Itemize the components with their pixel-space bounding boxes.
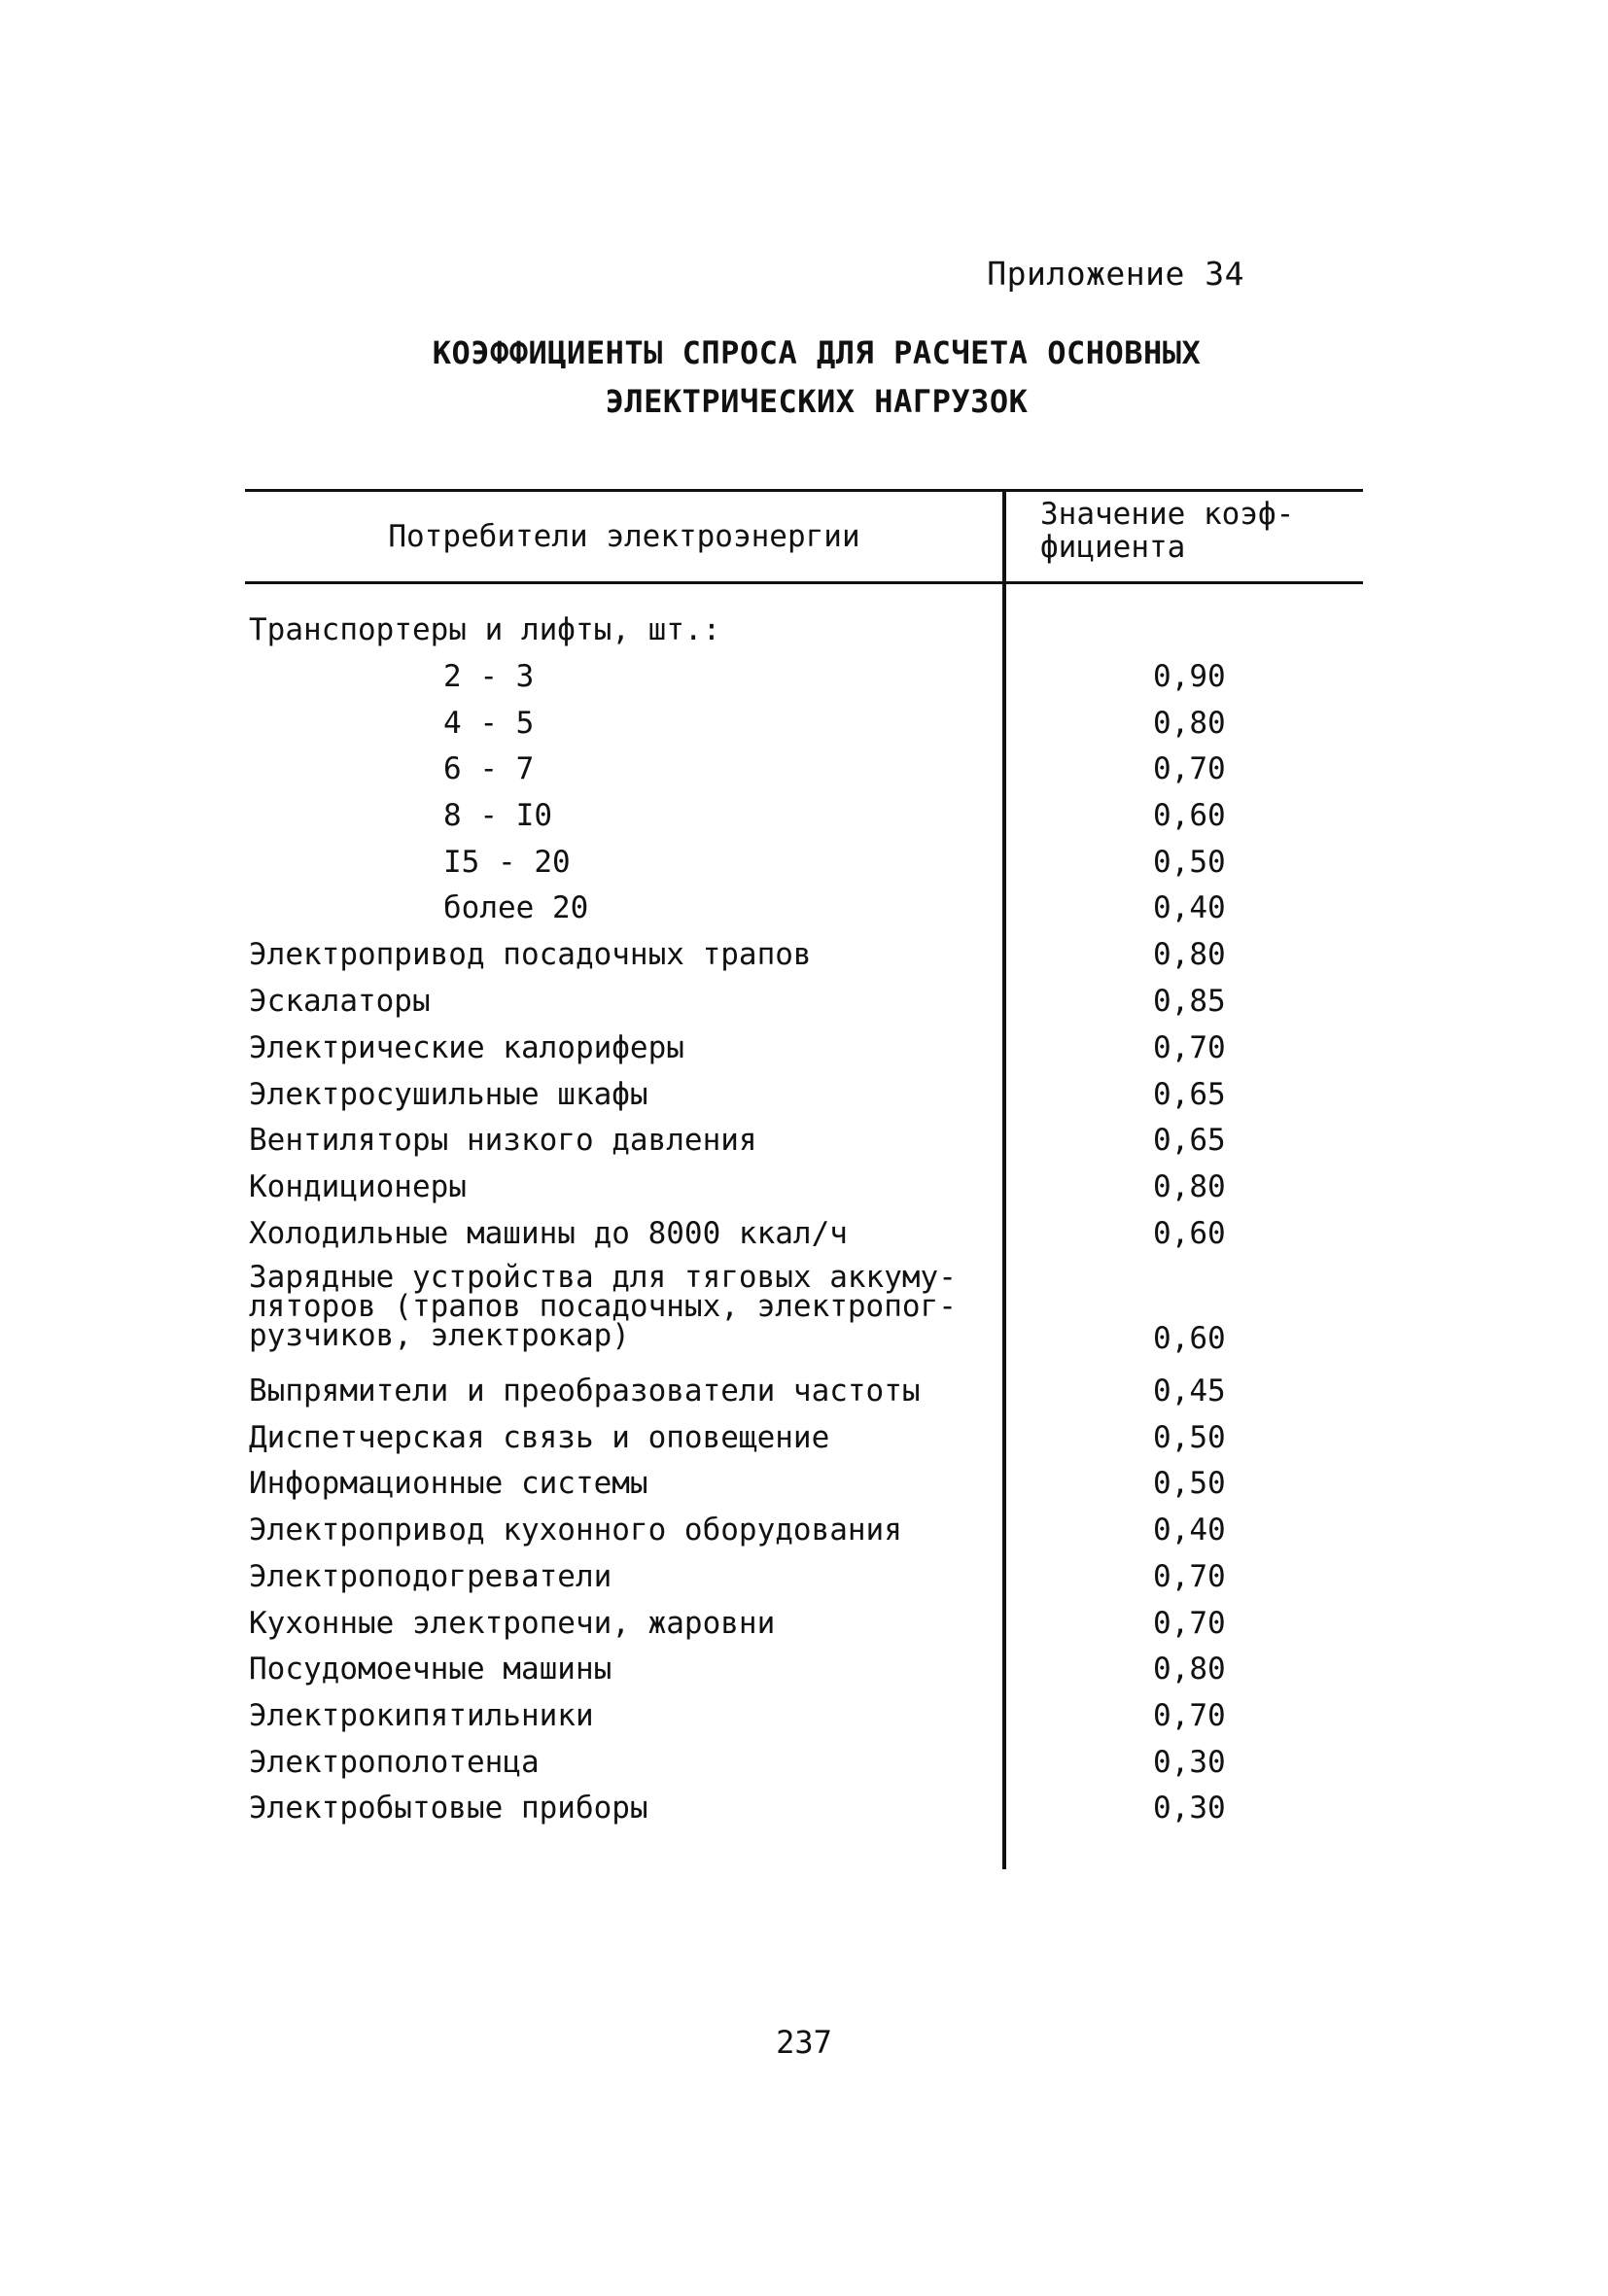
row-label: I5 - 20 — [443, 845, 571, 880]
document-title — [331, 329, 1303, 426]
row-label: Вентиляторы низкого давления — [249, 1123, 757, 1158]
row-label: Электропривод кухонного оборудования — [249, 1513, 902, 1548]
row-label: Посудомоечные машины — [249, 1652, 612, 1687]
row-value: 0,70 — [1153, 1559, 1226, 1594]
appendix-label: Приложение 34 — [987, 255, 1244, 293]
row-value: 0,60 — [1153, 1321, 1226, 1356]
row-label: Электрополотенца — [249, 1745, 540, 1780]
row-label: Информационные системы — [249, 1466, 648, 1501]
column-header-consumers: Потребители электроэнергии — [388, 519, 860, 554]
row-value: 0,30 — [1153, 1791, 1226, 1826]
column-header-coefficient-line-1: Значение коэф- — [1040, 497, 1295, 532]
row-value: 0,40 — [1153, 890, 1226, 925]
table-top-rule — [245, 489, 1363, 492]
row-value: 0,90 — [1153, 659, 1226, 694]
row-value: 0,50 — [1153, 1420, 1226, 1455]
title-line-1: КОЭФФИЦИЕНТЫ СПРОСА ДЛЯ РАСЧЕТА ОСНОВНЫХ — [432, 334, 1202, 371]
row-value: 0,45 — [1153, 1374, 1226, 1409]
row-label: Электросушильные шкафы — [249, 1077, 648, 1112]
row-label: более 20 — [443, 890, 589, 925]
row-value: 0,40 — [1153, 1513, 1226, 1548]
row-value: 0,70 — [1153, 751, 1226, 786]
row-value: 0,70 — [1153, 1606, 1226, 1641]
row-label: 4 - 5 — [443, 706, 535, 741]
title-line-2: ЭЛЕКТРИЧЕСКИХ НАГРУЗОК — [605, 383, 1029, 420]
row-label: 2 - 3 — [443, 659, 535, 694]
row-value: 0,80 — [1153, 937, 1226, 972]
column-header-coefficient-line-2: фициента — [1040, 530, 1186, 565]
row-value: 0,70 — [1153, 1698, 1226, 1733]
row-value: 0,65 — [1153, 1123, 1226, 1158]
row-label: Зарядные устройства для тяговых аккуму- ляторов (трапов посадочных, электропог- рузчиков, электрокар) — [249, 1260, 957, 1353]
row-value: 0,80 — [1153, 706, 1226, 741]
row-label: 6 - 7 — [443, 751, 535, 786]
table-column-divider — [1002, 489, 1006, 1869]
row-value: 0,60 — [1153, 1216, 1226, 1251]
row-label: Транспортеры и лифты, шт.: — [249, 612, 721, 647]
row-label: Диспетчерская связь и оповещение — [249, 1420, 830, 1455]
row-value: 0,85 — [1153, 984, 1226, 1019]
row-value: 0,70 — [1153, 1030, 1226, 1065]
row-value: 0,60 — [1153, 798, 1226, 833]
row-label: Кухонные электропечи, жаровни — [249, 1606, 776, 1641]
row-value: 0,30 — [1153, 1745, 1226, 1780]
row-value: 0,80 — [1153, 1169, 1226, 1204]
row-label: Выпрямители и преобразователи частоты — [249, 1374, 921, 1409]
column-header-coefficient — [1040, 498, 1294, 564]
row-label: Электропривод посадочных трапов — [249, 937, 812, 972]
page-number: 237 — [776, 2024, 832, 2061]
row-label: Холодильные машины до 8000 ккал/ч — [249, 1216, 848, 1251]
table-header-rule — [245, 581, 1363, 584]
row-label: Электробытовые приборы — [249, 1791, 648, 1826]
row-value: 0,50 — [1153, 845, 1226, 880]
row-label: Электроподогреватели — [249, 1559, 612, 1594]
row-value: 0,65 — [1153, 1077, 1226, 1112]
row-label: Эскалаторы — [249, 984, 431, 1019]
row-label: Электрические калориферы — [249, 1030, 684, 1065]
row-label: Электрокипятильники — [249, 1698, 594, 1733]
row-label: 8 - I0 — [443, 798, 552, 833]
row-value: 0,50 — [1153, 1466, 1226, 1501]
row-value: 0,80 — [1153, 1652, 1226, 1687]
row-label: Кондиционеры — [249, 1169, 467, 1204]
